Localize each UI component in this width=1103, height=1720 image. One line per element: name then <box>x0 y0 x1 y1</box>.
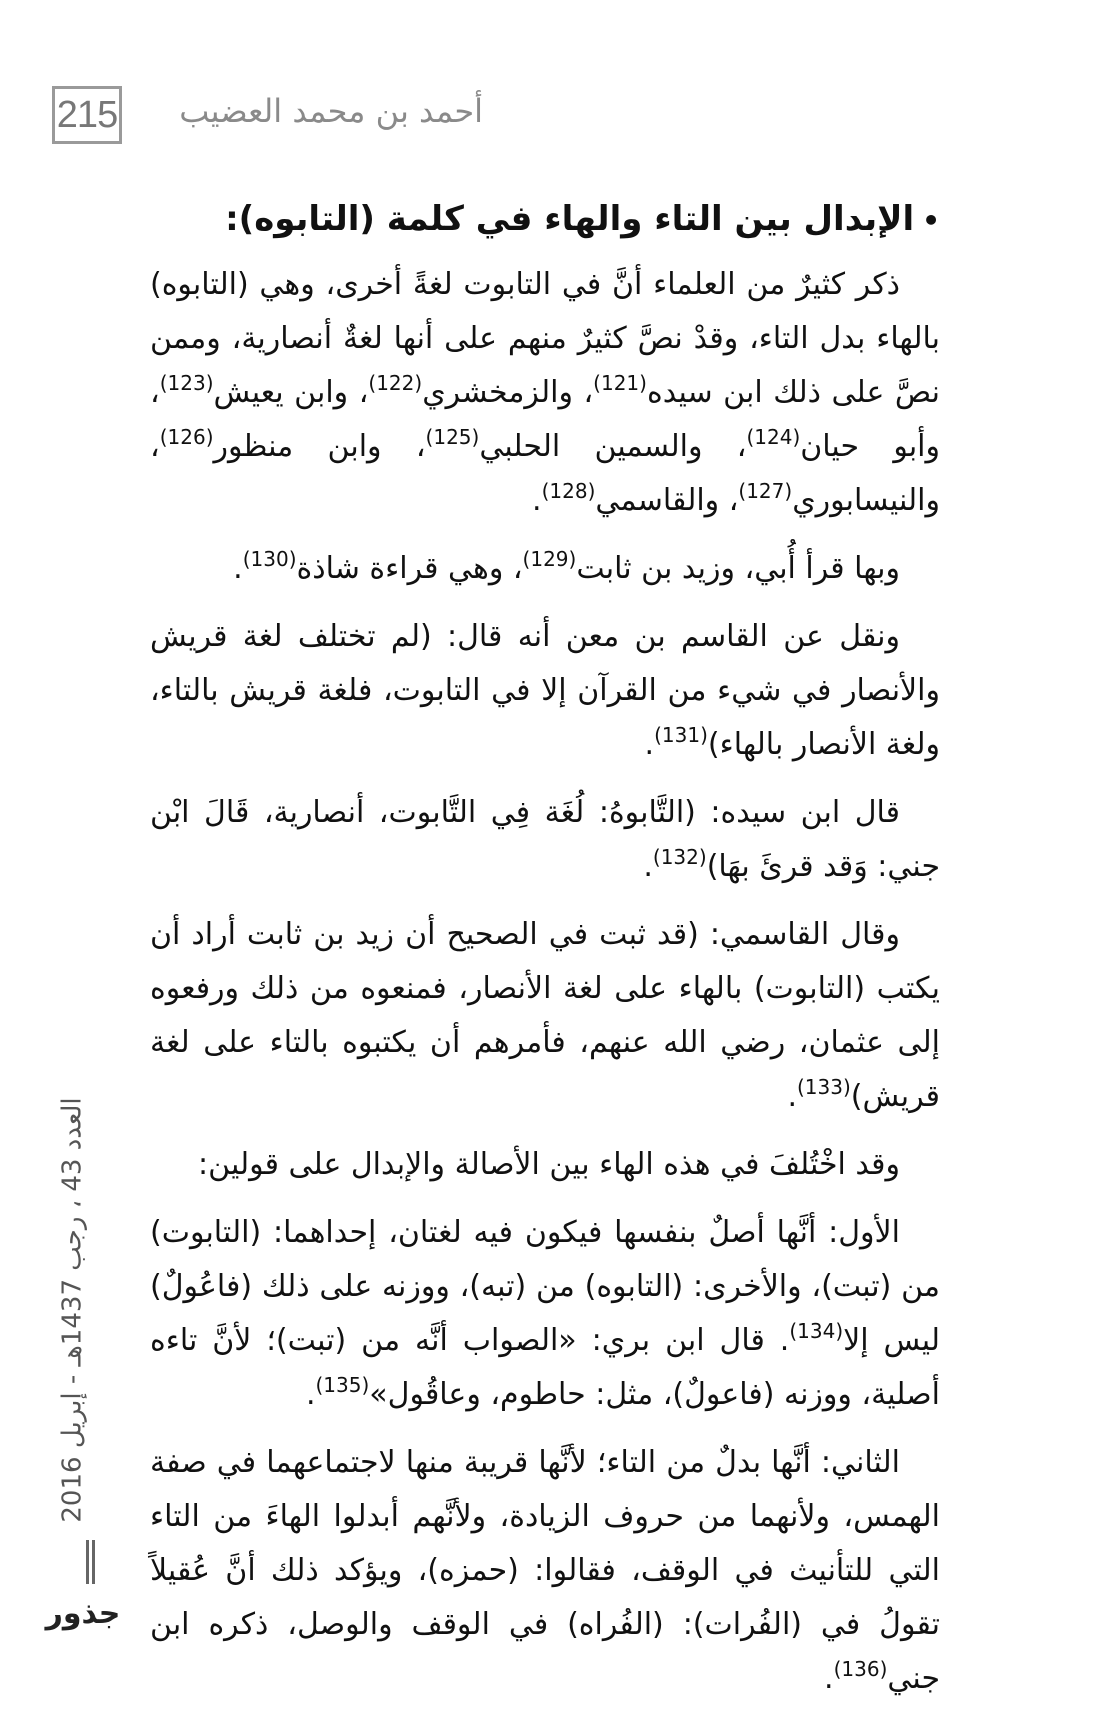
issue-info-text: العدد 43 ، رجب 1437هـ - إبريل 2016 <box>58 1097 88 1523</box>
text-run: ، والسمين الحلبي <box>479 429 747 464</box>
text-run: وقد اخْتُلفَ في هذه الهاء بين الأصالة والإبدال على قولين: <box>198 1147 900 1182</box>
text-run: . <box>305 1377 316 1412</box>
text-run: الأول: أنَّها أصلٌ بنفسها فيكون فيه لغتان، إحداهما: (التابوت) من (تبت)، والأخرى: (التابوه) من (تبه)، ووزنه على ذلك (فاعُولٌ) ليس إلا <box>150 1215 941 1358</box>
bullet-icon: • <box>922 204 940 237</box>
text-run: ذكر كثيرٌ من العلماء أنَّ في التابوت لغةً أخرى، وهي (التابوه) بالهاء بدل التاء، وقدْ نصَّ كثيرٌ منهم على أنها لغةٌ أنصارية، وممن نصَّ على ذلك ابن سيده <box>150 267 941 410</box>
footnote-ref: (125) <box>425 425 480 449</box>
text-run: ، والقاسمي <box>595 483 739 518</box>
paragraph-1 <box>150 258 940 528</box>
footnote-ref: (136) <box>833 1657 888 1681</box>
issue-info-vertical <box>48 1090 98 1530</box>
paragraph-4 <box>150 786 940 894</box>
paragraph-6 <box>150 1138 940 1192</box>
text-run: قال ابن سيده: (التَّابوهُ: لُغَة فِي التَّابوت، أنصارية، قَالَ ابْن جني: وَقد قرئَ بهَا) <box>150 795 940 884</box>
footnote-ref: (134) <box>789 1319 844 1343</box>
text-run: ، وابن يعيش <box>213 375 369 410</box>
section-title-text: الإبدال بين التاء والهاء في كلمة (التابوه): <box>225 199 915 239</box>
text-run: . <box>643 849 653 884</box>
text-run: وقال القاسمي: (قد ثبت في الصحيح أن زيد بن ثابت أراد أن يكتب (التابوت) بالهاء على لغة الأنصار، فمنعوه من ذلك ورفعوه إلى عثمان، رضي الله عنهم، فأمرهم أن يكتبوه بالتاء على لغة قريش) <box>150 917 940 1114</box>
text-run: ، وأبو حيان <box>150 375 940 464</box>
footnote-ref: (128) <box>541 479 596 503</box>
text-run: . <box>824 1661 834 1696</box>
section-title <box>150 188 940 252</box>
footnote-ref: (132) <box>652 845 707 869</box>
footnote-ref: (127) <box>738 479 793 503</box>
paragraph-2 <box>150 542 940 596</box>
footnote-ref: (122) <box>368 371 423 395</box>
text-run: . <box>532 483 542 518</box>
text-run: ، وهي قراءة شاذة <box>296 551 523 586</box>
footnote-ref: (123) <box>159 371 214 395</box>
divider-line <box>92 1540 95 1584</box>
text-run: الثاني: أنَّها بدلٌ من التاء؛ لأنَّها قريبة منها لاجتماعهما في صفة الهمس، ولأنهما من حروف الزيادة، ولأنَّهم أبدلوا الهاءَ من التاء التي للتأنيث في الوقف، فقالوا: (حمزه)، ويؤكد ذلك أنَّ عُقيلاً تقولُ في (الفُرات): (الفُراه) في الوقف والوصل، ذكره ابن جني <box>150 1445 940 1696</box>
divider-line <box>86 1540 89 1584</box>
paragraph-8 <box>150 1436 940 1706</box>
text-run: وبها قرأ أُبي، وزيد بن ثابت <box>576 551 900 586</box>
running-header-author: أحمد بن محمد العضيب <box>179 92 483 130</box>
text-run: ، وابن منظور <box>213 429 426 464</box>
footnote-ref: (133) <box>796 1075 851 1099</box>
text-run: . <box>644 727 655 762</box>
text-run: ونقل عن القاسم بن معن أنه قال: (لم تختلف لغة قريش والأنصار في شيء من القرآن إلا في التابوت، فلغة قريش بالتاء، ولغة الأنصار بالهاء) <box>150 619 940 762</box>
footnote-ref: (129) <box>522 547 577 571</box>
paragraph-7 <box>150 1206 940 1422</box>
footnote-ref: (126) <box>159 425 214 449</box>
text-run: ، والنيسابوري <box>150 429 940 518</box>
footnote-ref: (135) <box>315 1373 370 1397</box>
text-run: . <box>787 1079 797 1114</box>
footnote-ref: (131) <box>654 723 708 747</box>
paragraph-5 <box>150 908 940 1124</box>
article-body <box>150 188 940 1720</box>
text-run: . <box>233 551 243 586</box>
footnote-ref: (130) <box>242 547 297 571</box>
journal-logo: جذور <box>45 1596 121 1631</box>
footnote-ref: (121) <box>593 371 647 395</box>
footnote-ref: (124) <box>746 425 801 449</box>
paragraph-3 <box>150 610 940 772</box>
page-number: 215 <box>52 86 122 144</box>
text-run: ، والزمخشري <box>422 375 594 410</box>
text-run: . قال ابن بري: «الصواب أنَّه من (تبت)؛ لأنَّ تاءه أصلية، ووزنه (فاعولٌ)، مثل: حاطوم، وعاقُول» <box>150 1323 940 1412</box>
